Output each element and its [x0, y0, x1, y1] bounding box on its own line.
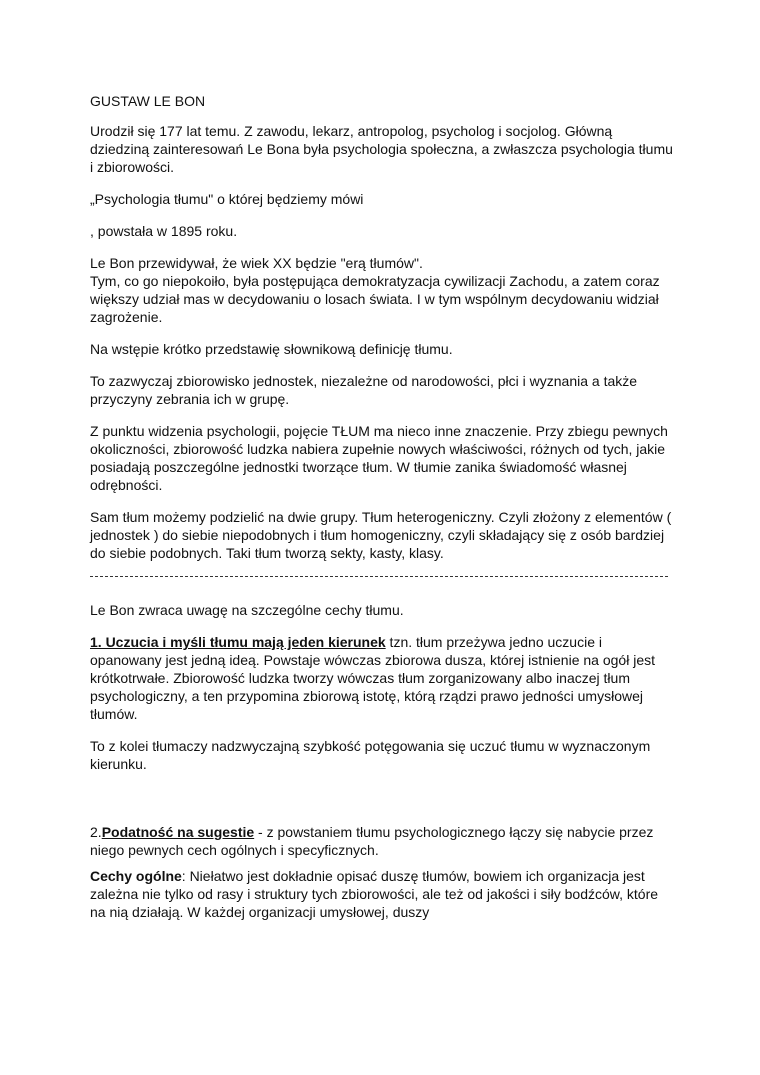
paragraph-birth: Urodził się 177 lat temu. Z zawodu, lekarz, antropolog, psycholog i socjolog. Główną dziedziną zainteresowań Le Bona była psychologia społeczna, a zwłaszcza psychologia tłumu i zbiorowości. — [90, 123, 673, 175]
feature-2-number: 2. — [90, 824, 102, 840]
paragraph-general-traits — [90, 867, 674, 921]
paragraph-features-intro: Le Bon zwraca uwagę na szczególne cechy tłumu. — [90, 602, 404, 618]
paragraph-book-title: „Psychologia tłumu" o której będziemy mówi — [90, 191, 364, 207]
paragraph-prediction: Le Bon przewidywał, że wiek XX będzie "erą tłumów". — [90, 255, 423, 271]
paragraph-feature-1-consequence: To z kolei tłumaczy nadzwyczajną szybkość potęgowania się uczuć tłumu w wyznaczonym kierunku. — [90, 738, 651, 772]
general-traits-label: Cechy ogólne — [90, 868, 182, 884]
paragraph-concern: Tym, co go niepokoiło, była postępująca demokratyzacja cywilizacji Zachodu, a zatem coraz większy udział mas w decydowaniu o losach świata. I w tym wspólnym decydowaniu widział zagrożenie. — [90, 273, 660, 325]
paragraph-feature-2 — [90, 823, 674, 859]
paragraph-book-year: , powstała w 1895 roku. — [90, 223, 238, 239]
paragraph-feature-1 — [90, 633, 674, 723]
feature-2-text: - z powstaniem tłumu psychologicznego łączy się nabycie przez niego pewnych cech ogólnych i specyficznych. — [90, 824, 654, 858]
feature-1-text: tzn. tłum przeżywa jedno uczucie i opanowany jest jedną ideą. Powstaje wówczas zbiorowa dusza, której istnienie na ogół jest krótkotrwałe. Zbiorowość ludzka tworzy wówczas tłum zorganizowany albo inaczej tłum psychologiczny, a ten przypomina zbiorową istotę, którą rządzi prawo jedności umysłowej tłumów. — [90, 634, 655, 722]
feature-2-heading: Podatność na sugestie — [101, 824, 255, 840]
dashed-divider — [90, 576, 668, 577]
general-traits-text: : Niełatwo jest dokładnie opisać duszę tłumów, bowiem ich organizacja jest zależna nie tylko od rasy i struktury tych zbiorowości, ale też od jakości i siły bodźców, które na nią działają. W każdej organizacji umysłowej, duszy — [90, 868, 659, 920]
paragraph-intro-definition: Na wstępie krótko przedstawię słownikową definicję tłumu. — [90, 341, 453, 357]
paragraph-definition: To zazwyczaj zbiorowisko jednostek, niezależne od narodowości, płci i wyznania a także przyczyny zebrania ich w grupę. — [90, 373, 638, 407]
paragraph-psychology-view: Z punktu widzenia psychologii, pojęcie TŁUM ma nieco inne znaczenie. Przy zbiegu pewnych okoliczności, zbiorowość ludzka nabiera zupełnie nowych właściwości, różnych od tych, jakie posiadają poszczególne jednostki tworzące tłum. W tłumie zanika świadomość własnej odrębności. — [90, 423, 668, 493]
paragraph-crowd-types: Sam tłum możemy podzielić na dwie grupy. Tłum heterogeniczny. Czyli złożony z elementów ( jednostek ) do siebie niepodobnych i tłum homogeniczny, czyli składający się z osób bardziej do siebie podobnych. Taki tłum tworzą sekty, kasty, klasy. — [90, 509, 672, 561]
feature-1-heading: 1. Uczucia i myśli tłumu mają jeden kierunek — [90, 634, 386, 650]
document-title: GUSTAW LE BON — [90, 93, 206, 109]
